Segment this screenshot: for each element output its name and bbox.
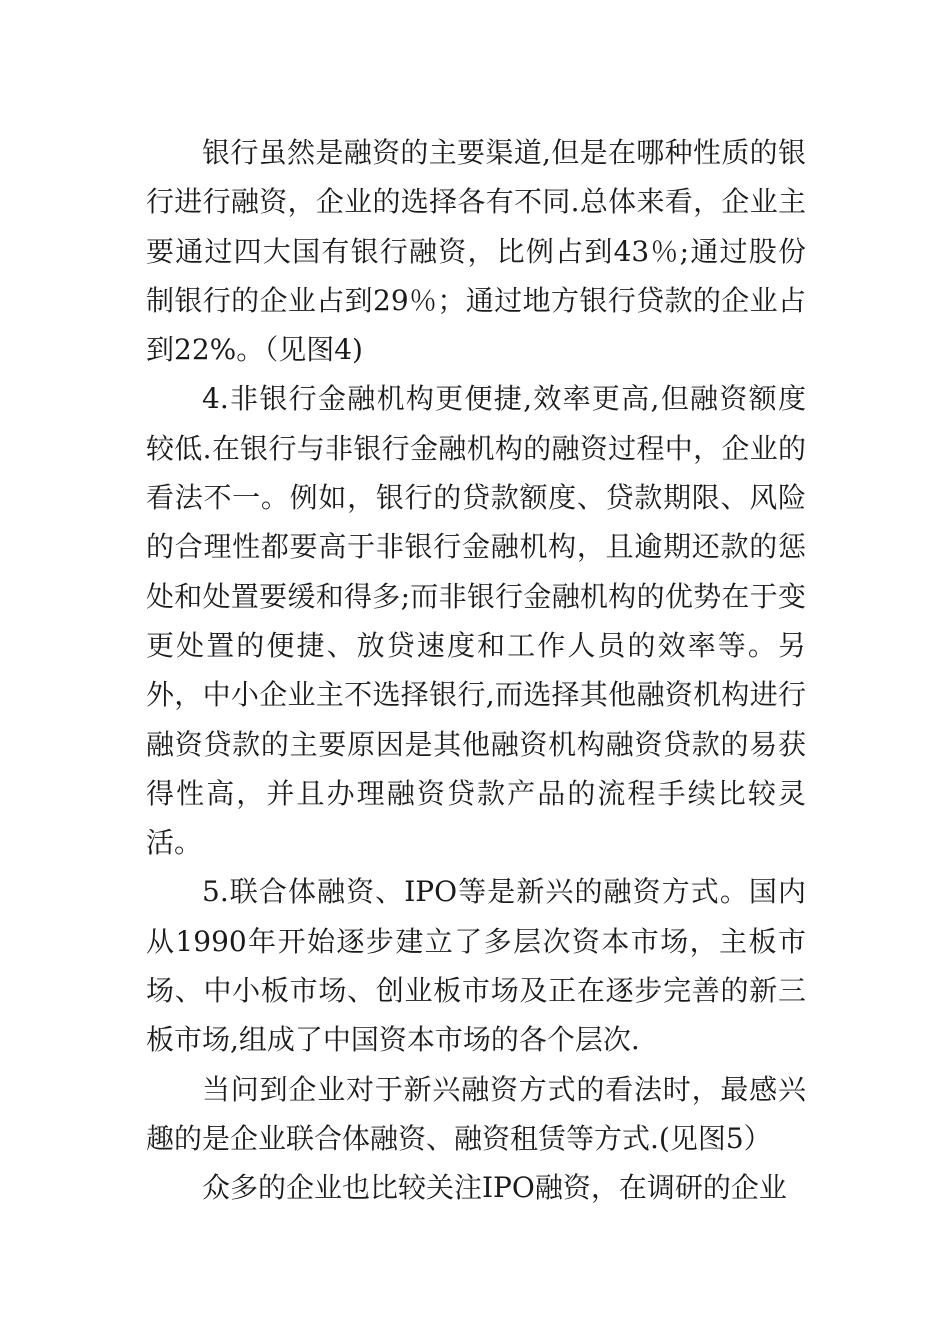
paragraph-non-bank-institutions: 4.非银行金融机构更便捷,效率更高,但融资额度较低.在银行与非银行金融机构的融资过程中，企业的看法不一。例如，银行的贷款额度、贷款期限、风险的合理性都要高于非银行金融机构，且逾期还款的惩处和处置要缓和得多;而非银行金融机构的优势在于变更处置的便捷、放贷速度和工作人员的效率等。另外，中小企业主不选择银行,而选择其他融资机构进行融资贷款的主要原因是其他融资机构融资贷款的易获得性高，并且办理融资贷款产品的流程手续比较灵活。 (146, 382, 806, 860)
paragraph-ipo-attention: 众多的企业也比较关注IPO融资，在调研的企业 (202, 1171, 787, 1205)
paragraph-enterprise-interest: 当问到企业对于新兴融资方式的看法时，最感兴趣的是企业联合体融资、融资租赁等方式.(见图5） (146, 1072, 806, 1155)
paragraph-bank-financing-channels: 银行虽然是融资的主要渠道,但是在哪种性质的银行进行融资，企业的选择各有不同.总体来看，企业主要通过四大国有银行融资，比例占到43％;通过股份制银行的企业占到29％；通过地方银行贷款的企业占到22%。（见图4) (146, 136, 806, 367)
document-body (146, 128, 806, 1213)
paragraph-new-financing-methods: 5.联合体融资、IPO等是新兴的融资方式。国内从1990年开始逐步建立了多层次资本市场，主板市场、中小板市场、创业板市场及正在逐步完善的新三板市场,组成了中国资本市场的各个层次. (146, 875, 806, 1057)
